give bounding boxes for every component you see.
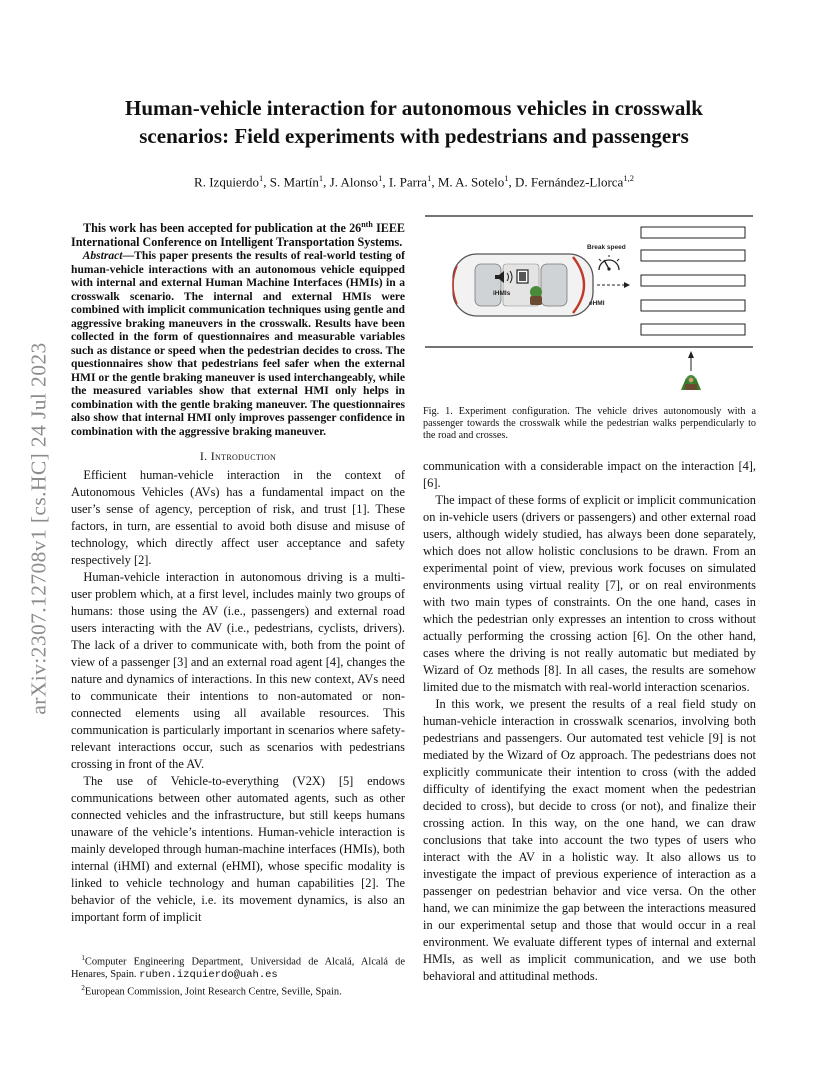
author-affiliation: 1 xyxy=(504,173,509,183)
crosswalk-stripe xyxy=(641,227,745,238)
footnote-1-text: Computer Engineering Department, Universidad de Alcalá, Alcalá de Henares, Spain. xyxy=(71,956,405,981)
abstract: Abstract—This paper presents the results of real-world testing of human-vehicle interactions with an autonomous vehicle equipped with internal and external Human Machine Interfaces (HMIs) in a crosswalk scenario. The internal and external HMIs were combined with implicit communication techniques using gentle and aggressive braking maneuvers in the crosswalk. Results have been collected in the form of questionnaires and measurable variables such as distance or speed when the pedestrian decides to cross. The questionnaires show that pedestrians feel safer when the external HMI or the gentle braking maneuver is used interchangeably, while the measured variables show that external HMI only helps in combination with the gentle braking maneuver. The questionnaires also show that internal HMI only improves passenger confidence in combination with the aggressive braking maneuver. xyxy=(71,249,405,438)
footnote-email[interactable]: ruben.izquierdo@uah.es xyxy=(139,969,278,982)
footnotes xyxy=(71,952,405,999)
body-paragraph: The impact of these forms of explicit or implicit communication on in-vehicle users (drivers or passengers) and other external road users, although widely studied, has always been done separately, which does not allow holistic conclusions to be drawn. From an experimental point of view, previous work focuses on simulated environments using virtual reality [7], or on real environments with two main types of constraints. On the one hand, cases in which the pedestrian only expresses an intention to cross without actually performing the crossing action [6]. On the other hand, cases where the driving is not really automatic but mediated by Wizard of Oz methods [8]. In all cases, the results are somehow limited due to the mismatch with real-world interaction scenarios. xyxy=(423,493,756,694)
arxiv-identifier: arXiv:2307.12708v1 [cs.HC] 24 Jul 2023 xyxy=(26,341,51,715)
footnote-2-text: European Commission, Joint Research Centre, Seville, Spain. xyxy=(84,986,342,998)
footnote-1: $^1$Computer Engineering Department, Universidad de Alcalá, Alcalá de Henares, Spain. ruben.izquierdo@uah.es xyxy=(71,954,405,982)
arrow-head-icon xyxy=(624,282,630,288)
body-paragraph: communication with a considerable impact on the interaction [4], [6]. xyxy=(423,459,756,490)
ihmi-label: iHMIs xyxy=(493,290,511,297)
break-speed-label: Break speed xyxy=(587,244,626,251)
section-number: I. xyxy=(199,449,208,464)
author-affiliation: 1 xyxy=(318,173,324,183)
arxiv-side-stamp xyxy=(22,298,56,758)
acceptance-note-superscript: nth xyxy=(361,220,373,229)
crosswalk-stripe xyxy=(641,250,745,261)
figure-caption-label: Fig. 1. xyxy=(423,406,453,417)
figure-1 xyxy=(423,212,756,400)
acceptance-note xyxy=(71,218,405,249)
pedestrian-icon xyxy=(681,375,701,390)
body-paragraph: The use of Vehicle-to-everything (V2X) [5] endows communications between other automated agents, such as other connected vehicles and the infrastructure, but still keeps humans unaware of the vehicle’s intentions. Human-vehicle interaction is mainly developed through human-machine interfaces (HMIs), both internal (iHMI) and external (eHMI), whose specific modality is linked to vehicle technology and human capabilities [2]. The behavior of the vehicle, i.e. its movement dynamics, is also an important form of implicit xyxy=(71,774,405,925)
speedometer-icon xyxy=(599,255,619,271)
body-paragraph: Efficient human-vehicle interaction in the context of Autonomous Vehicles (AVs) has a fundamental impact on the user’s sense of agency, perception of risk, and trust [1]. These factors, in turn, are essential to avoid both disuse and misuse of technology, which directly affect user acceptance and safety respectively [2]. xyxy=(71,468,405,568)
author-affiliation: 1,2 xyxy=(623,173,634,183)
figure-caption xyxy=(423,406,756,442)
author: J. Alonso xyxy=(329,174,379,190)
author-affiliation: 1 xyxy=(378,173,383,183)
author-affiliation: 1 xyxy=(427,173,432,183)
crosswalk-stripe xyxy=(641,324,745,335)
acceptance-note-text: This work has been accepted for publication at the 26 xyxy=(83,221,362,236)
acceptance-note-text-end: IEEE International Conference on Intelligent Transportation Systems. xyxy=(71,221,405,249)
ehmi-label: eHMI xyxy=(589,300,605,307)
abstract-text: This paper presents the results of real-world testing of human-vehicle interactions with an autonomous vehicle equipped with internal and external Human Machine Interfaces (HMIs) in a crosswalk scenario. The internal and external HMIs were combined with implicit communication techniques using gentle and aggressive braking maneuvers in the crosswalk. Results have been collected in the form of questionnaires and measurable variables such as distance or speed when the pedestrian decides to cross. The questionnaires show that pedestrians feel safer when the external HMI or the gentle braking maneuver is used interchangeably, while the measured variables show that external HMI only helps in combination with the gentle braking maneuver. The questionnaires also show that internal HMI only improves passenger confidence in combination with the aggressive braking maneuver. xyxy=(71,249,405,438)
author-list: R. Izquierdo$^1$, S. Martín$^1$, J. Alonso$^1$, I. Parra$^1$, M. A. Sotelo$^1$, D. Fernández-Llorca$^{1,2}$ xyxy=(194,173,634,190)
section-heading xyxy=(71,448,405,464)
title-line-2: scenarios: Field experiments with pedestrians and passengers xyxy=(139,124,689,148)
crosswalk-stripe xyxy=(641,275,745,286)
up-arrow-icon xyxy=(688,351,694,358)
footnote-2: $^2$European Commission, Joint Research Centre, Seville, Spain. xyxy=(81,984,342,998)
figure-caption-text: Experiment configuration. The vehicle drives autonomously with a passenger towards the crosswalk while the pedestrian walks perpendicularly to the road and crosses. xyxy=(423,406,757,441)
paper-title xyxy=(80,94,748,150)
title-line-1: Human-vehicle interaction for autonomous vehicles in crosswalk xyxy=(125,96,703,120)
body-paragraph: Human-vehicle interaction in autonomous driving is a multi-user problem which, at a first level, includes mainly two groups of humans: those using the AV (i.e., passengers) and external road users interacting with the AV (i.e., pedestrians, cyclists, drivers). The lack of a driver to communicate with, both from the point of view of a passenger [3] and an external road agent [4], changes the nature and dynamics of interactions. In this new context, AVs need to communicate their intentions to non-automated or non-connected elements using all available resources. This communication is particularly important in scenarios where safety-relevant interactions occur, such as scenarios with pedestrians crossing in front of the AV. xyxy=(71,570,405,772)
author-affiliation: 1 xyxy=(259,173,264,183)
crosswalk xyxy=(641,227,745,335)
author: S. Martín xyxy=(269,174,319,190)
section-title: Introduction xyxy=(210,449,277,464)
author: I. Parra xyxy=(388,174,428,190)
right-column xyxy=(423,458,756,985)
abstract-label: Abstract xyxy=(82,249,123,263)
vehicle-icon xyxy=(453,254,593,316)
author: D. Fernández-Llorca xyxy=(515,174,624,190)
crosswalk-stripe xyxy=(641,300,745,311)
left-column xyxy=(71,218,405,926)
author: R. Izquierdo xyxy=(194,174,260,190)
experiment-diagram xyxy=(423,212,756,400)
author: M. A. Sotelo xyxy=(437,174,505,190)
body-paragraph: In this work, we present the results of a real field study on human-vehicle interaction in crosswalk scenarios, involving both pedestrians and passengers. Our automated test vehicle [9] is not mediated by the Wizard of Oz approach. The pedestrians does not explicitly communicate their intention to cross (with the added difficulty of identifying the exact moment when the pedestrian decided to cross), but decide to cross (or not), and finalize their crossing action. In this way, on the one hand, we can draw conclusions that take into account the two types of users who interact with the AV in a holistic way. It also allows us to investigate the impact of previous experience of interaction as a passenger on pedestrian behavior and vice versa. On the other hand, we can minimize the gap between the interactions measured in our experimental setup and those that would occur in a real environment. We evaluate different types of internal and external HMIs, as well as implicit communication, and we use both behavioral and attitudinal methods. xyxy=(423,697,756,983)
